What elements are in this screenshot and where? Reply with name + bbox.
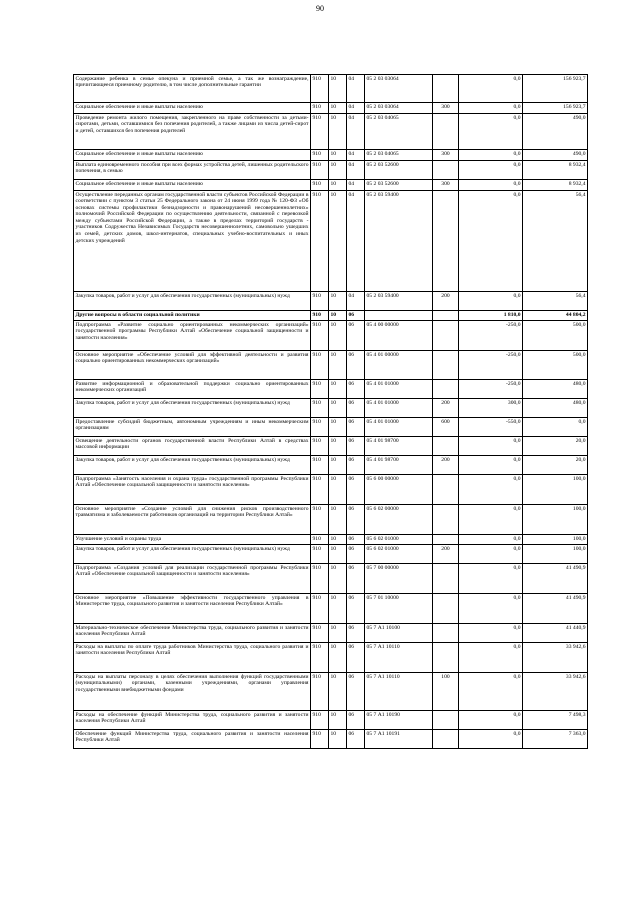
row-amount-change: 0,0 [459,292,523,311]
table-row [74,730,588,749]
row-section-code: 10 [329,535,347,545]
row-description: Социальное обеспечение и иные выплаты населению [74,103,311,114]
row-target-article: 05 7 А1 10190 [365,711,433,730]
row-section-code: 10 [329,505,347,535]
row-subsection-code: 06 [347,399,365,418]
table-row [74,418,588,437]
row-expense-type [433,643,459,673]
row-amount-total: 8 932,4 [523,161,588,180]
row-amount-change: 0,0 [459,161,523,180]
row-amount-change: 0,0 [459,545,523,564]
row-expense-type: 300 [433,150,459,161]
row-section-code: 10 [329,711,347,730]
row-description: Подпрограмма «Создания условий для реализации государственной программы Республики Алтай «Обеспечение социальной защищенности и занятости населения» [74,564,311,594]
row-amount-total: 500,0 [523,321,588,351]
row-subsection-code: 04 [347,150,365,161]
row-grbs-code: 910 [311,643,329,673]
row-expense-type [433,75,459,103]
row-target-article: 05 4 00 00000 [365,321,433,351]
row-amount-change: 0,0 [459,114,523,150]
row-expense-type [433,380,459,399]
row-grbs-code: 910 [311,150,329,161]
row-grbs-code: 910 [311,535,329,545]
row-amount-total: 20,0 [523,456,588,475]
row-amount-change: 0,0 [459,711,523,730]
row-grbs-code: 910 [311,399,329,418]
row-target-article: 05 4 01 98700 [365,456,433,475]
table-row [74,150,588,161]
row-target-article: 05 2 03 59400 [365,191,433,292]
row-grbs-code: 910 [311,321,329,351]
row-grbs-code: 910 [311,418,329,437]
table-row [74,673,588,711]
row-subsection-code: 04 [347,191,365,292]
row-target-article: 05 2 03 52600 [365,180,433,191]
table-row [74,475,588,505]
row-description: Основное мероприятие «Обеспечение условий для эффективной деятельности и развития социально ориентированных некоммерческих организаций» [74,351,311,380]
row-target-article: 05 6 00 00000 [365,475,433,505]
row-subsection-code: 06 [347,437,365,456]
row-amount-total: 490,0 [523,114,588,150]
row-section-code: 10 [329,624,347,643]
row-amount-total: 44 804,2 [523,311,588,321]
row-subsection-code: 04 [347,180,365,191]
row-amount-total: 480,0 [523,399,588,418]
row-amount-total: 41 440,9 [523,624,588,643]
row-description: Материально-техническое обеспечение Министерства труда, социального развития и занятости населения Республики Алтай [74,624,311,643]
row-section-code: 10 [329,456,347,475]
row-amount-total: 100,0 [523,545,588,564]
row-description: Улучшение условий и охраны труда [74,535,311,545]
row-target-article: 05 4 01 00000 [365,351,433,380]
row-target-article: 05 2 03 04065 [365,150,433,161]
row-amount-change: 0,0 [459,475,523,505]
row-description: Расходы на выплаты по оплате труда работников Министерства труда, социального развития и занятости населения Республики Алтай [74,643,311,673]
row-amount-total: 56,4 [523,191,588,292]
table-row [74,505,588,535]
row-expense-type: 100 [433,673,459,711]
row-grbs-code: 910 [311,75,329,103]
table-row [74,545,588,564]
row-section-code: 10 [329,191,347,292]
row-subsection-code: 06 [347,673,365,711]
row-amount-change: -250,0 [459,321,523,351]
row-grbs-code: 910 [311,624,329,643]
budget-table [73,74,588,749]
table-row [74,456,588,475]
row-amount-total: 41 490,9 [523,564,588,594]
table-row [74,624,588,643]
table-row [74,292,588,311]
row-amount-change: 1 810,0 [459,311,523,321]
row-description: Расходы на выплаты персоналу в целях обеспечения выполнения функций государственными (муниципальными) органами, казенными учреждениями, органами управления государственными внебюджетными фондами [74,673,311,711]
row-subsection-code: 04 [347,114,365,150]
row-amount-change: 0,0 [459,624,523,643]
row-target-article: 05 4 01 01000 [365,418,433,437]
row-amount-total: 41 490,9 [523,594,588,624]
row-amount-total: 156 923,7 [523,103,588,114]
row-grbs-code: 910 [311,545,329,564]
row-amount-change: -250,0 [459,351,523,380]
row-subsection-code: 06 [347,475,365,505]
row-amount-change: 0,0 [459,180,523,191]
row-expense-type: 300 [433,180,459,191]
table-row [74,380,588,399]
row-subsection-code: 06 [347,321,365,351]
row-subsection-code: 06 [347,730,365,749]
row-section-code: 10 [329,594,347,624]
row-section-code: 10 [329,180,347,191]
table-row [74,311,588,321]
row-description: Социальное обеспечение и иные выплаты населению [74,150,311,161]
row-grbs-code: 910 [311,730,329,749]
row-expense-type [433,351,459,380]
row-description: Закупка товаров, работ и услуг для обеспечения государственных (муниципальных) нужд [74,456,311,475]
table-row [74,594,588,624]
row-description: Освещение деятельности органов государственной власти Республики Алтай в средствах массовой информации [74,437,311,456]
row-amount-change: 0,0 [459,673,523,711]
row-grbs-code: 910 [311,437,329,456]
row-subsection-code: 06 [347,564,365,594]
row-section-code: 10 [329,730,347,749]
row-description: Обеспечение функций Министерства труда, социального развития и занятости населения Республики Алтай [74,730,311,749]
row-subsection-code: 04 [347,75,365,103]
row-expense-type: 200 [433,545,459,564]
row-expense-type [433,437,459,456]
row-amount-change: 0,0 [459,564,523,594]
row-target-article: 05 2 03 04065 [365,114,433,150]
row-subsection-code: 06 [347,594,365,624]
row-grbs-code: 910 [311,711,329,730]
row-section-code: 10 [329,292,347,311]
row-target-article: 05 7 А1 10110 [365,643,433,673]
row-amount-change: 0,0 [459,505,523,535]
row-target-article: 05 2 03 52600 [365,161,433,180]
row-expense-type: 200 [433,399,459,418]
row-description: Подпрограмма «Занятость населения и охрана труда» государственной программы Республики Алтай «Обеспечение социальной защищенности и занятости населения» [74,475,311,505]
row-target-article: 05 4 01 98700 [365,437,433,456]
row-amount-change: 300,0 [459,399,523,418]
row-section-code: 10 [329,437,347,456]
row-section-code: 10 [329,564,347,594]
row-description: Содержание ребенка в семье опекуна и приемной семье, а так же вознаграждение, причитающееся приемному родителю, в том числе дополнительные гарантии [74,75,311,103]
row-description: Социальное обеспечение и иные выплаты населению [74,180,311,191]
row-expense-type: 200 [433,456,459,475]
row-target-article: 05 6 02 01000 [365,535,433,545]
row-target-article: 05 6 02 00000 [365,505,433,535]
table-row [74,399,588,418]
row-subsection-code: 06 [347,418,365,437]
row-subsection-code: 04 [347,161,365,180]
row-expense-type [433,311,459,321]
row-amount-change: 0,0 [459,730,523,749]
row-description: Развитие информационной и образовательной поддержки социально ориентированных некоммерческих организаций [74,380,311,399]
row-description: Осуществление переданных органам государственной власти субъектов Российской Федерации в соответствии с пунктом 3 статьи 25 Федерального закона от 24 июня 1999 года № 120-ФЗ «Об основах системы профилактики безнадзорности и правонарушений несовершеннолетних» полномочий Российской Федерации по осуществлению деятельности, связанной с перевозкой между субъектами Российской Федерации, а также в пределах территорий государств - участников Содружества Независимых Государств несовершеннолетних, самовольно ушедших из семей, детских домов, школ-интернатов, специальных учебно-воспитательных и иных детских учреждений [74,191,311,292]
row-grbs-code: 910 [311,351,329,380]
row-description: Основное мероприятие «Повышение эффективности государственного управления в Министерстве труда, социального развития и занятости населения Республики Алтай» [74,594,311,624]
row-amount-change: 0,0 [459,643,523,673]
row-amount-change: 0,0 [459,437,523,456]
row-amount-change: -550,0 [459,418,523,437]
row-amount-total: 480,0 [523,380,588,399]
table-row [74,161,588,180]
row-expense-type [433,535,459,545]
row-grbs-code: 910 [311,475,329,505]
page-number: 90 [316,4,324,13]
row-amount-total: 100,0 [523,535,588,545]
row-target-article: 05 7 А1 10191 [365,730,433,749]
row-amount-total: 100,0 [523,475,588,505]
row-subsection-code: 06 [347,545,365,564]
row-description: Основное мероприятие «Создание условий для снижения рисков производственного травматизма и заболеваемости работников организаций на территории Республики Алтай» [74,505,311,535]
row-expense-type [433,594,459,624]
row-amount-total: 7 363,0 [523,730,588,749]
row-amount-change: 0,0 [459,594,523,624]
row-description: Закупка товаров, работ и услуг для обеспечения государственных (муниципальных) нужд [74,399,311,418]
row-grbs-code: 910 [311,114,329,150]
row-section-code: 10 [329,103,347,114]
row-section-code: 10 [329,311,347,321]
row-section-code: 10 [329,673,347,711]
row-target-article: 05 2 03 59400 [365,292,433,311]
row-grbs-code: 910 [311,380,329,399]
row-target-article: 05 7 А1 10110 [365,673,433,711]
table-row [74,75,588,103]
row-description: Подпрограмма «Развитие социально ориентированных некоммерческих организаций» государственной программы Республики Алтай «Обеспечение социальной защищенности и занятости населения» [74,321,311,351]
row-expense-type [433,321,459,351]
row-description: Выплата единовременного пособия при всех формах устройства детей, лишенных родительского попечения, в семью [74,161,311,180]
row-section-code: 10 [329,545,347,564]
row-target-article: 05 7 А1 10100 [365,624,433,643]
row-section-code: 10 [329,114,347,150]
row-expense-type [433,475,459,505]
row-amount-total: 33 942,6 [523,673,588,711]
row-section-code: 10 [329,321,347,351]
row-target-article: 05 4 01 01000 [365,399,433,418]
row-description: Закупка товаров, работ и услуг для обеспечения государственных (муниципальных) нужд [74,292,311,311]
row-amount-total: 100,0 [523,505,588,535]
row-subsection-code: 06 [347,624,365,643]
row-expense-type [433,161,459,180]
row-target-article: 05 4 01 01000 [365,380,433,399]
row-target-article [365,311,433,321]
row-description: Проведение ремонта жилого помещения, закрепленного на праве собственности за детьми-сиротами, детьми, оставшимися без попечения родителей, а также лицами из числа детей-сирот и детей, оставшихся без попечения родителей [74,114,311,150]
row-section-code: 10 [329,380,347,399]
row-amount-change: 0,0 [459,191,523,292]
row-expense-type: 600 [433,418,459,437]
row-subsection-code: 06 [347,380,365,399]
row-grbs-code: 910 [311,311,329,321]
table-row [74,180,588,191]
table-row [74,114,588,150]
row-subsection-code: 06 [347,535,365,545]
row-grbs-code: 910 [311,456,329,475]
row-description: Предоставление субсидий бюджетным, автономным учреждениям и иным некоммерческим организациям [74,418,311,437]
row-subsection-code: 06 [347,711,365,730]
row-target-article: 05 2 03 03064 [365,75,433,103]
row-grbs-code: 910 [311,180,329,191]
table-row [74,103,588,114]
row-grbs-code: 910 [311,292,329,311]
row-grbs-code: 910 [311,564,329,594]
row-subsection-code: 06 [347,456,365,475]
row-section-code: 10 [329,643,347,673]
row-amount-change: 0,0 [459,456,523,475]
row-grbs-code: 910 [311,673,329,711]
row-grbs-code: 910 [311,191,329,292]
table-row [74,351,588,380]
row-amount-total: 7 498,3 [523,711,588,730]
row-subsection-code: 06 [347,505,365,535]
row-expense-type [433,624,459,643]
row-amount-change: 0,0 [459,150,523,161]
row-expense-type [433,505,459,535]
table-row [74,535,588,545]
row-amount-total: 500,0 [523,351,588,380]
row-amount-change: -250,0 [459,380,523,399]
table-row [74,191,588,292]
row-grbs-code: 910 [311,505,329,535]
row-expense-type [433,564,459,594]
table-row [74,564,588,594]
row-subsection-code: 04 [347,292,365,311]
row-target-article: 05 2 03 03064 [365,103,433,114]
row-expense-type [433,711,459,730]
row-description: Расходы на обеспечение функций Министерства труда, социального развития и занятости населения Республики Алтай [74,711,311,730]
row-amount-total: 8 932,4 [523,180,588,191]
row-amount-total: 33 942,6 [523,643,588,673]
row-target-article: 05 7 00 00000 [365,564,433,594]
row-grbs-code: 910 [311,103,329,114]
row-section-code: 10 [329,161,347,180]
row-amount-total: 490,0 [523,150,588,161]
row-section-code: 10 [329,75,347,103]
row-amount-total: 56,4 [523,292,588,311]
row-description: Другие вопросы в области социальной политики [74,311,311,321]
row-section-code: 10 [329,475,347,505]
table-row [74,643,588,673]
table-row [74,437,588,456]
row-section-code: 10 [329,399,347,418]
row-target-article: 05 6 02 01000 [365,545,433,564]
row-subsection-code: 06 [347,643,365,673]
row-amount-total: 156 923,7 [523,75,588,103]
row-description: Закупка товаров, работ и услуг для обеспечения государственных (муниципальных) нужд [74,545,311,564]
row-subsection-code: 04 [347,103,365,114]
row-expense-type: 300 [433,103,459,114]
row-grbs-code: 910 [311,161,329,180]
row-subsection-code: 06 [347,311,365,321]
row-amount-change: 0,0 [459,103,523,114]
row-expense-type [433,114,459,150]
row-expense-type: 200 [433,292,459,311]
row-expense-type [433,191,459,292]
row-target-article: 05 7 01 10000 [365,594,433,624]
table-row [74,321,588,351]
row-amount-total: 0,0 [523,418,588,437]
row-grbs-code: 910 [311,594,329,624]
row-amount-change: 0,0 [459,75,523,103]
row-section-code: 10 [329,351,347,380]
row-amount-change: 0,0 [459,535,523,545]
row-amount-total: 20,0 [523,437,588,456]
row-subsection-code: 06 [347,351,365,380]
row-section-code: 10 [329,150,347,161]
row-expense-type [433,730,459,749]
table-row [74,711,588,730]
row-section-code: 10 [329,418,347,437]
